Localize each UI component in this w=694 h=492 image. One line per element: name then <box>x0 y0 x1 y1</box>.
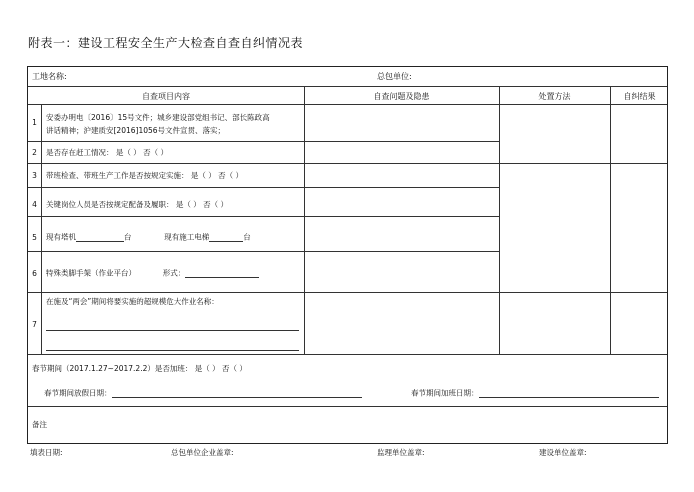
row-1-text-line2: 讲话精神；沪建质安[2016]1056号文件宣贯、落实； <box>46 126 226 135</box>
contractor-label: 总包单位: <box>377 72 412 81</box>
divider <box>28 141 499 142</box>
tower-crane-unit: 台 <box>124 232 132 242</box>
holiday-dates <box>44 388 362 398</box>
overtime-dates-blank[interactable] <box>479 388 659 398</box>
divider <box>28 292 667 293</box>
overtime-dates <box>411 388 659 398</box>
divider <box>499 86 500 354</box>
form-blank[interactable] <box>185 268 259 278</box>
row-2-text: 是否存在赶工情况： 是（ ） 否（ ） <box>46 148 169 157</box>
row-5-text <box>46 232 251 242</box>
row-number: 4 <box>32 200 37 209</box>
column-header-content: 自查项目内容 <box>142 92 190 101</box>
divider <box>28 104 667 105</box>
form-title: 附表一：建设工程安全生产大检查自查自纠情况表 <box>28 36 304 50</box>
row-4-text: 关键岗位人员是否按规定配备及履职： 是（ ） 否（ ） <box>46 200 229 209</box>
elevator-unit: 台 <box>243 232 251 242</box>
inspection-table <box>27 66 668 444</box>
row-number: 1 <box>32 118 37 127</box>
form-label: 形式： <box>162 268 186 278</box>
divider <box>28 251 499 252</box>
divider <box>610 86 611 354</box>
tower-crane-label: 现有塔机 <box>46 232 76 242</box>
remark-label: 备注 <box>32 420 47 429</box>
row-7-text: 在施及“两会”期间将要实施的超规模危大作业名称： <box>46 297 219 306</box>
spring-overtime-question: 春节期间（2017.1.27~2017.2.2）是否加班： 是（ ） 否（ ） <box>32 364 247 373</box>
row-number: 2 <box>32 148 37 157</box>
elevator-label: 现有施工电梯 <box>164 232 210 242</box>
tower-crane-count-blank[interactable] <box>76 232 124 242</box>
divider <box>304 86 305 354</box>
row-number: 6 <box>32 269 37 278</box>
row-3-text: 带班检查、带班生产工作是否按规定实施： 是（ ） 否（ ） <box>46 171 244 180</box>
fill-line[interactable] <box>46 350 299 351</box>
row-6-text <box>46 268 259 278</box>
row-number: 7 <box>32 320 37 329</box>
holiday-dates-label: 春节期间放假日期： <box>44 388 112 398</box>
divider <box>28 187 499 188</box>
site-name-label: 工地名称: <box>32 72 67 81</box>
divider <box>28 86 667 87</box>
elevator-count-blank[interactable] <box>209 232 243 242</box>
divider <box>28 163 667 164</box>
scaffold-label: 特殊类脚手架（作业平台） <box>46 268 136 278</box>
fill-date-label: 填表日期: <box>30 448 63 457</box>
holiday-dates-blank[interactable] <box>112 388 362 398</box>
row-number: 5 <box>32 233 37 242</box>
column-header-method: 处置方法 <box>538 92 571 101</box>
divider <box>28 354 667 355</box>
fill-line[interactable] <box>46 330 299 331</box>
divider <box>28 406 667 407</box>
overtime-dates-label: 春节期间加班日期： <box>411 388 479 398</box>
contractor-seal-label: 总包单位企业盖章: <box>171 448 234 457</box>
owner-seal-label: 建设单位盖章: <box>539 448 587 457</box>
supervisor-seal-label: 监理单位盖章: <box>377 448 425 457</box>
column-header-issues: 自查问题及隐患 <box>373 92 430 101</box>
divider <box>41 104 42 354</box>
divider <box>28 216 499 217</box>
row-number: 3 <box>32 171 37 180</box>
column-header-result: 自纠结果 <box>623 92 656 101</box>
row-1-text-line1: 安委办明电〔2016〕15号文件；城乡建设部党组书记、部长陈政高 <box>46 113 270 122</box>
